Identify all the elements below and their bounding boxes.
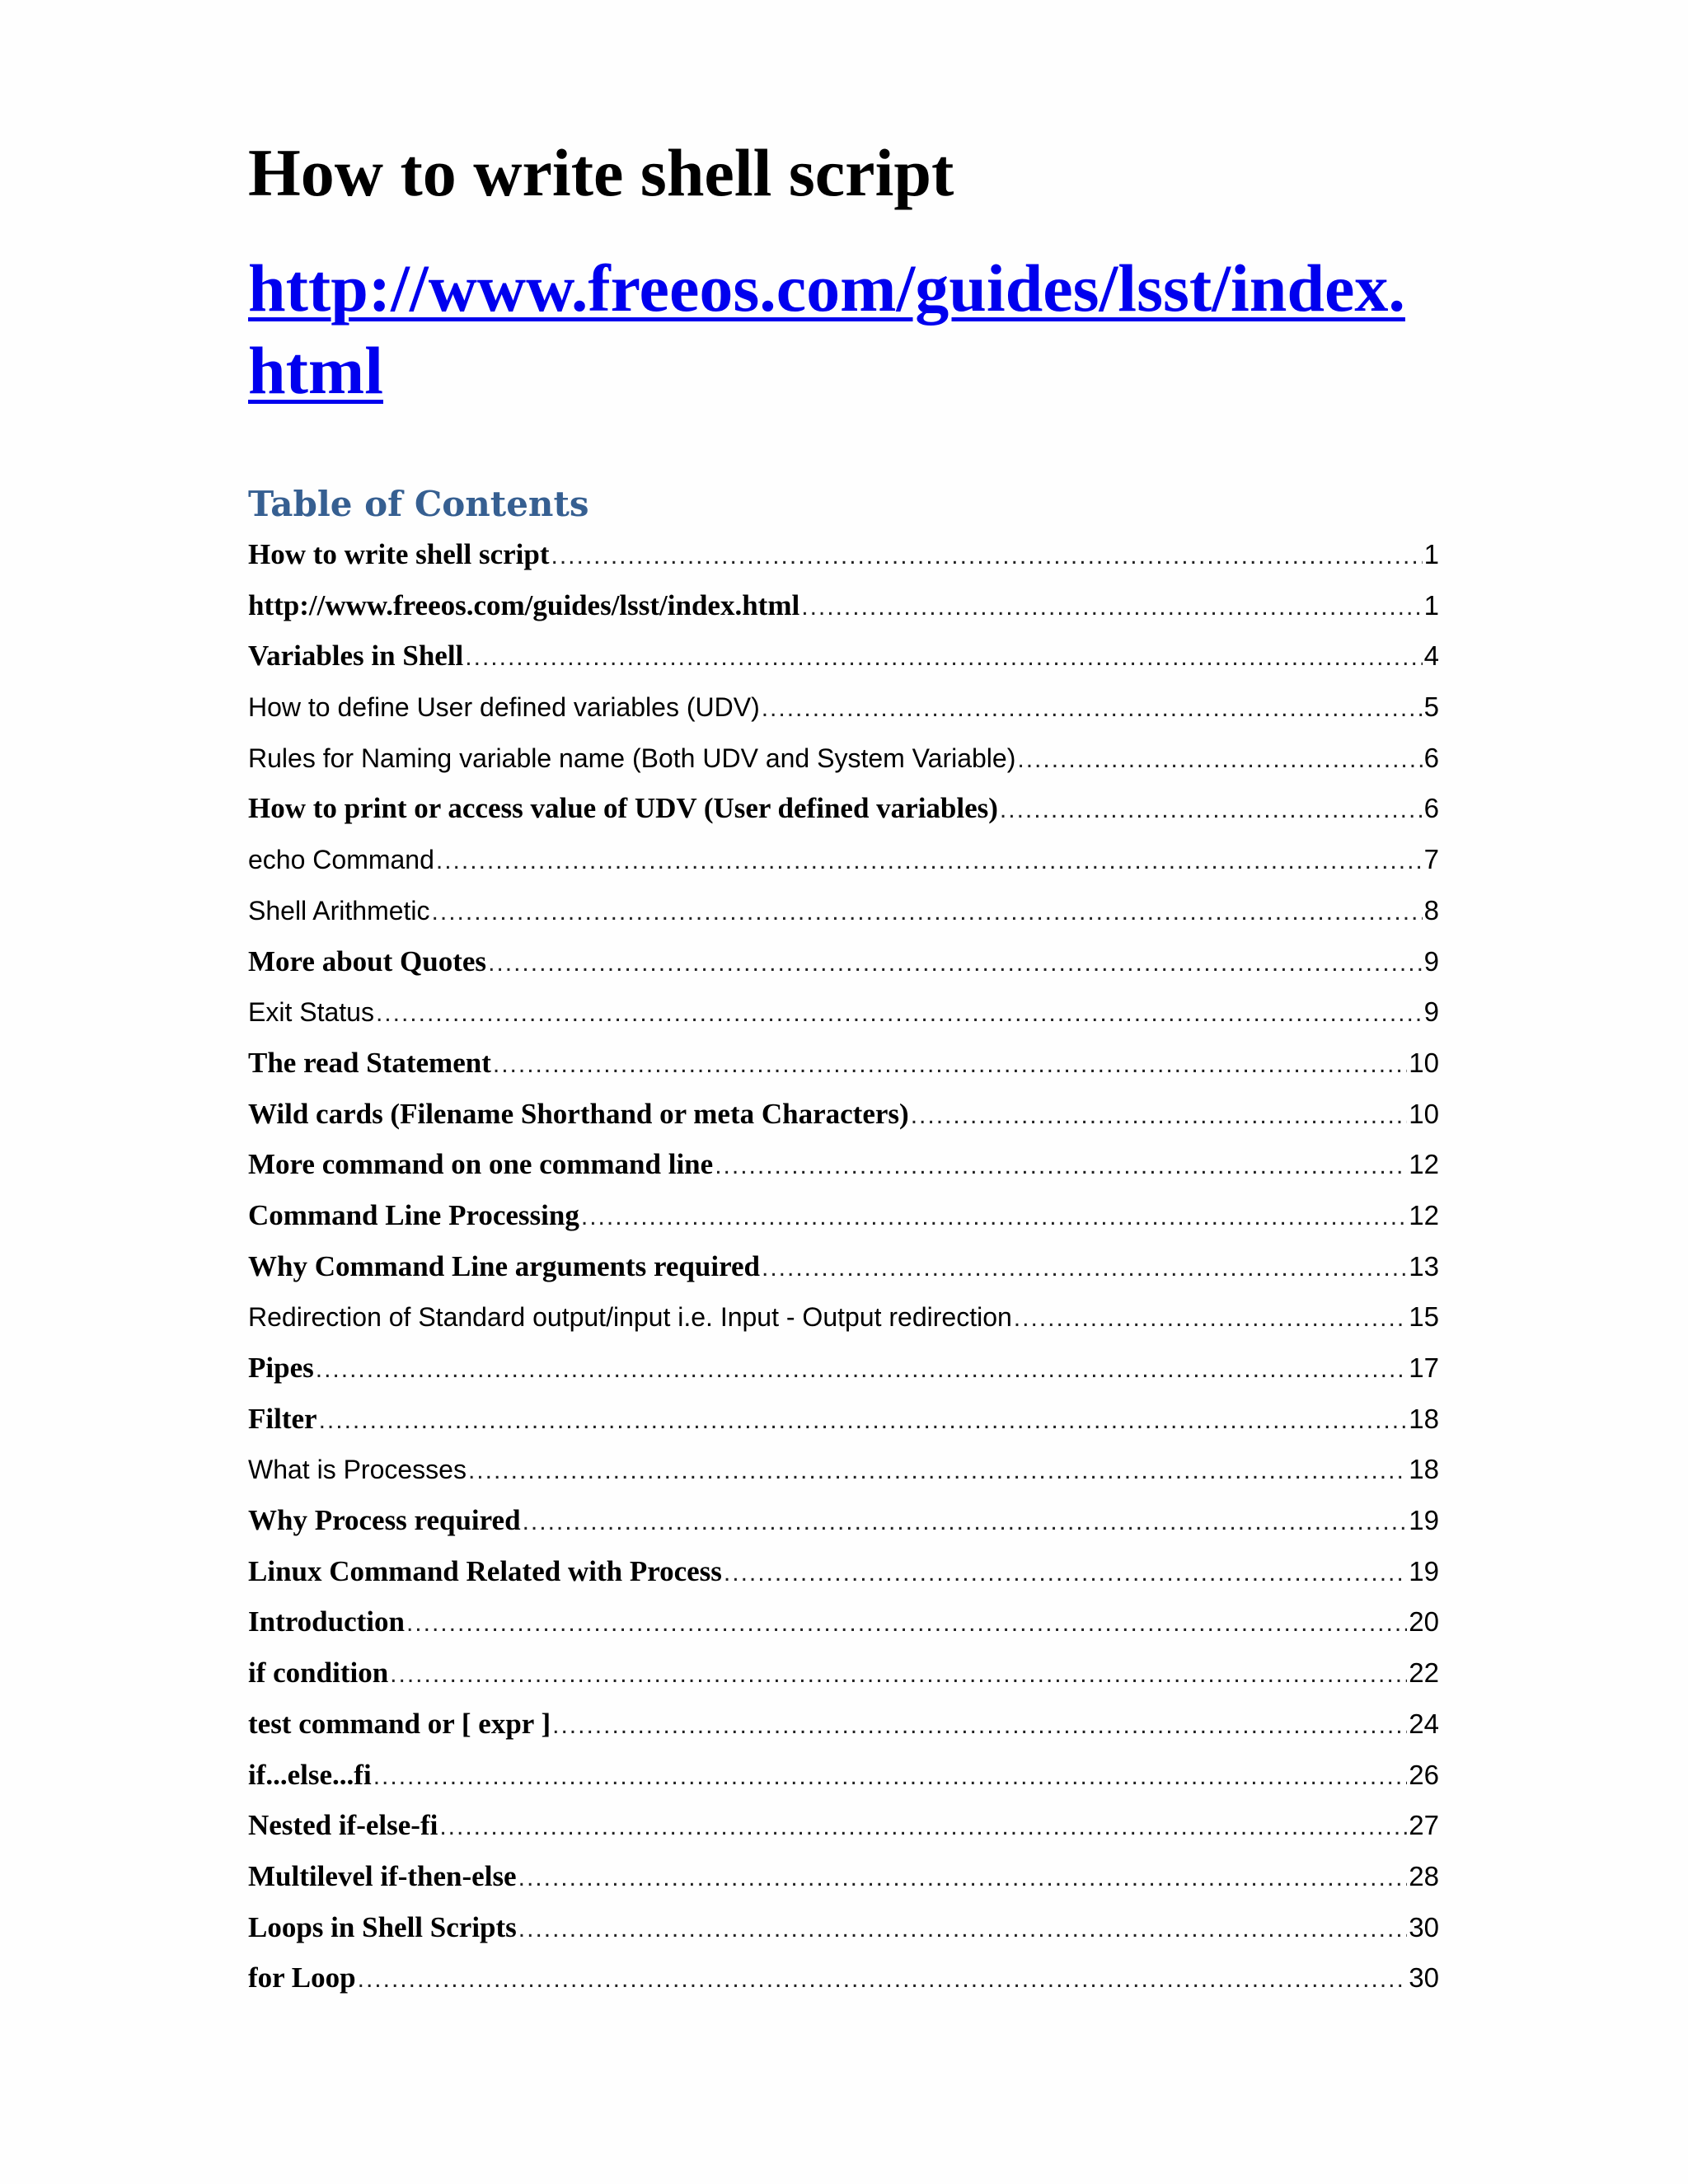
toc-entry[interactable]: [248, 987, 1439, 1038]
document-url-link[interactable]: http://www.freeos.com/guides/lsst/index.html: [248, 251, 1405, 408]
toc-page-number: 24: [1409, 1708, 1439, 1739]
toc-entry[interactable]: [248, 1291, 1439, 1343]
toc-entry[interactable]: [248, 1952, 1439, 2004]
toc-entry-label: Redirection of Standard output/input i.e. Input - Output redirection: [248, 1302, 1012, 1333]
toc-page-number: 1: [1423, 539, 1439, 569]
toc-dot-leader: [552, 1700, 1407, 1751]
toc-page-number: 30: [1409, 1962, 1439, 1994]
toc-dot-leader: [439, 1802, 1407, 1853]
toc-dot-leader: [316, 1344, 1408, 1395]
toc-heading: Table of Contents: [248, 484, 589, 524]
toc-dot-leader: [373, 1751, 1408, 1802]
toc-entry[interactable]: [248, 1190, 1439, 1241]
toc-dot-leader: [911, 1090, 1408, 1141]
toc-entry[interactable]: [248, 1343, 1439, 1394]
toc-entry[interactable]: [248, 1444, 1439, 1495]
toc-dot-leader: [406, 1598, 1407, 1649]
toc-dot-leader: [1014, 1293, 1408, 1344]
toc-entry-label: http://www.freeos.com/guides/lsst/index.html: [248, 588, 800, 621]
toc-entry[interactable]: [248, 1139, 1439, 1190]
toc-entry-label: Introduction: [248, 1605, 405, 1638]
toc-entry-label: How to print or access value of UDV (User defined variables): [248, 792, 998, 825]
toc-page-number: 8: [1423, 894, 1439, 926]
toc-dot-leader: [358, 1954, 1408, 2005]
toc-entry-label: Why Process required: [248, 1504, 521, 1537]
toc-entry-label: if condition: [248, 1657, 389, 1690]
toc-dot-leader: [436, 836, 1423, 887]
toc-dot-leader: [518, 1904, 1407, 1955]
toc-entry[interactable]: [248, 783, 1439, 834]
toc-entry-label: if...else...fi: [248, 1758, 372, 1791]
toc-entry-label: Nested if-else-fi: [248, 1809, 438, 1842]
toc-dot-leader: [551, 531, 1422, 582]
toc-dot-leader: [390, 1649, 1407, 1700]
toc-page-number: 13: [1409, 1250, 1439, 1282]
toc-entry[interactable]: [248, 1699, 1439, 1750]
toc-dot-leader: [724, 1548, 1407, 1599]
toc-dot-leader: [493, 1039, 1407, 1090]
toc-page-number: 26: [1409, 1759, 1439, 1790]
toc-entry-label: The read Statement: [248, 1046, 491, 1079]
toc-dot-leader: [432, 887, 1423, 938]
toc-page-number: 22: [1409, 1657, 1439, 1689]
toc-entry[interactable]: [248, 682, 1439, 733]
toc-entry-label: How to write shell script: [248, 538, 550, 570]
toc-entry[interactable]: [248, 1089, 1439, 1140]
toc-entry[interactable]: [248, 1750, 1439, 1801]
toc-entry-label: Wild cards (Filename Shorthand or meta Characters): [248, 1097, 909, 1130]
toc-entry-label: Pipes: [248, 1352, 314, 1384]
toc-entry[interactable]: [248, 1241, 1439, 1292]
document-title: How to write shell script: [248, 135, 954, 210]
toc-page-number: 20: [1409, 1606, 1439, 1638]
toc-entry[interactable]: [248, 834, 1439, 885]
toc-dot-leader: [715, 1141, 1407, 1192]
toc-entry-label: Variables in Shell: [248, 640, 464, 673]
toc-entry-label: What is Processes: [248, 1455, 467, 1485]
toc-entry[interactable]: [248, 1647, 1439, 1699]
toc-dot-leader: [1000, 785, 1423, 836]
toc-entry[interactable]: [248, 936, 1439, 987]
toc-page-number: 10: [1409, 1047, 1439, 1078]
toc-entry-label: Linux Command Related with Process: [248, 1554, 722, 1587]
toc-entry[interactable]: [248, 529, 1439, 580]
toc-page-number: 28: [1409, 1860, 1439, 1891]
toc-entry-label: Command Line Processing: [248, 1198, 579, 1231]
toc-entry-label: Shell Arithmetic: [248, 895, 430, 926]
toc-entry-label: Rules for Naming variable name (Both UDV and System Variable): [248, 743, 1016, 773]
toc-entry[interactable]: [248, 1800, 1439, 1851]
toc-entry[interactable]: [248, 580, 1439, 631]
toc-page-number: 9: [1423, 996, 1439, 1028]
toc-entry-label: Why Command Line arguments required: [248, 1249, 760, 1282]
toc-page-number: 15: [1409, 1301, 1439, 1333]
toc-entry-label: Exit Status: [248, 997, 374, 1028]
toc-entry-label: Multilevel if-then-else: [248, 1859, 517, 1892]
toc-entry[interactable]: [248, 1038, 1439, 1089]
toc-page-number: 6: [1423, 742, 1439, 773]
toc-page-number: 9: [1423, 945, 1439, 977]
toc-dot-leader: [1017, 734, 1422, 785]
toc-page-number: 10: [1409, 1098, 1439, 1129]
toc-entry-label: More about Quotes: [248, 944, 487, 977]
toc-entry-label: Loops in Shell Scripts: [248, 1910, 517, 1943]
toc-page-number: 27: [1409, 1810, 1439, 1841]
toc-entry[interactable]: [248, 630, 1439, 682]
toc-page-number: 6: [1423, 793, 1439, 824]
toc-dot-leader: [762, 1243, 1407, 1294]
toc-dot-leader: [762, 683, 1423, 734]
toc-dot-leader: [468, 1446, 1407, 1497]
toc-list: [248, 529, 1439, 2004]
toc-page-number: 17: [1409, 1352, 1439, 1383]
toc-page-number: 12: [1409, 1199, 1439, 1230]
toc-entry[interactable]: [248, 1394, 1439, 1445]
toc-dot-leader: [376, 988, 1423, 1039]
toc-dot-leader: [581, 1192, 1407, 1243]
toc-dot-leader: [465, 632, 1422, 683]
page-content: [248, 132, 1439, 2004]
toc-dot-leader: [523, 1497, 1408, 1548]
toc-entry[interactable]: [248, 733, 1439, 784]
toc-page-number: 19: [1409, 1555, 1439, 1586]
toc-dot-leader: [488, 938, 1423, 989]
toc-page-number: 7: [1423, 844, 1439, 875]
toc-page-number: 18: [1409, 1403, 1439, 1434]
toc-dot-leader: [801, 582, 1422, 633]
toc-dot-leader: [319, 1395, 1408, 1446]
toc-page-number: 12: [1409, 1149, 1439, 1180]
toc-page-number: 30: [1409, 1911, 1439, 1943]
toc-entry-label: for Loop: [248, 1961, 356, 1994]
toc-entry[interactable]: [248, 1546, 1439, 1597]
toc-page-number: 4: [1423, 640, 1439, 672]
toc-entry[interactable]: [248, 1902, 1439, 1953]
toc-page-number: 1: [1423, 589, 1439, 621]
toc-entry-label: How to define User defined variables (UDV): [248, 692, 760, 723]
toc-page-number: 18: [1409, 1454, 1439, 1485]
toc-dot-leader: [518, 1853, 1408, 1904]
toc-page-number: 19: [1409, 1505, 1439, 1536]
toc-entry[interactable]: [248, 885, 1439, 936]
toc-entry-label: Filter: [248, 1402, 317, 1435]
toc-entry[interactable]: [248, 1495, 1439, 1546]
toc-entry-label: echo Command: [248, 845, 434, 875]
toc-page-number: 5: [1423, 691, 1439, 723]
toc-entry[interactable]: [248, 1851, 1439, 1902]
toc-entry-label: More command on one command line: [248, 1148, 714, 1181]
toc-entry[interactable]: [248, 1596, 1439, 1647]
toc-entry-label: test command or [ expr ]: [248, 1707, 551, 1740]
